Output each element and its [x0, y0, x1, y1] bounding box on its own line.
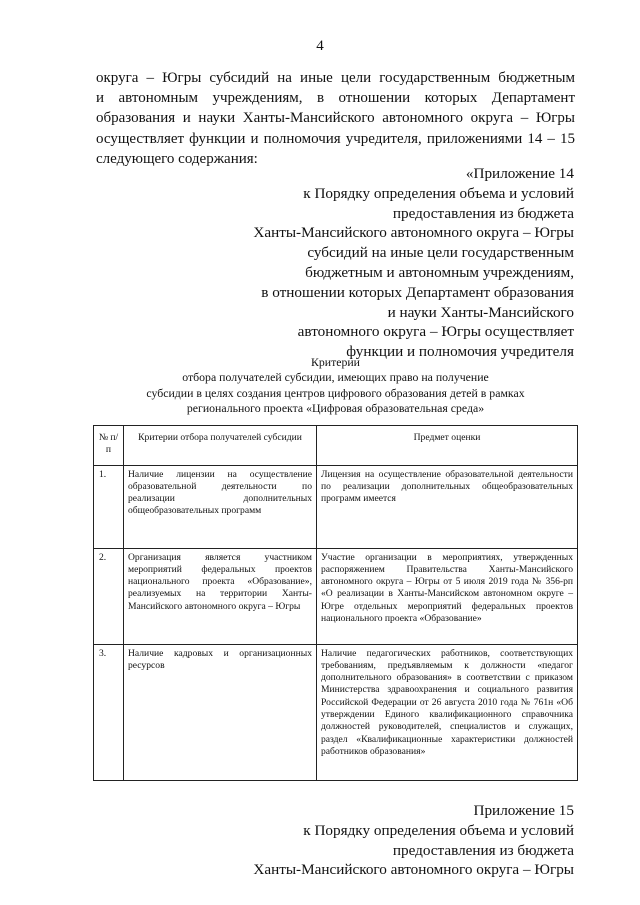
appendix-14-line: в отношении которых Департамент образования	[261, 283, 574, 301]
table-row	[94, 644, 578, 780]
appendix-14-line: субсидий на иные цели государственным	[307, 244, 574, 262]
row-subject: Участие организации в мероприятиях, утвержденных распоряжением Правительства Ханты-Мансийского автономного округа – Югры от 5 июля 2019 года № 356-рп «О реализации в Ханты-Мансийском автономном округе – Югре отдельных мероприятий федеральных проектов национального проекта «Образование»	[317, 548, 578, 644]
row-subject: Наличие педагогических работников, соответствующих требованиям, предъявляемым к должности «педагог дополнительного образования» в соответствии с приказом Министерства здравоохранения и социального развития Российской Федерации от 26 августа 2010 года № 761н «Об утверждении Единого квалификационного справочника должностей руководителей, специалистов и служащих, раздел «Квалификационные характеристики должностей работников образования»	[317, 644, 578, 780]
criteria-heading-line: субсидии в целях создания центров цифрового образования детей в рамках	[146, 385, 525, 400]
intro-line: и автономным учреждениям, в отношении которых Департамент	[96, 90, 575, 107]
header-criterion: Критерии отбора получателей субсидии	[124, 426, 317, 466]
header-number: № п/п	[94, 426, 124, 466]
row-criterion: Наличие лицензии на осуществление образовательной деятельности по реализации дополнительных общеобразовательных программ	[124, 465, 317, 548]
row-subject: Лицензия на осуществление образовательной деятельности по реализации дополнительных общеобразовательных программ имеется	[317, 465, 578, 548]
row-criterion: Наличие кадровых и организационных ресурсов	[124, 644, 317, 780]
appendix-14-line: Ханты-Мансийского автономного округа – Югры	[253, 224, 574, 242]
appendix-14-line: и науки Ханты-Мансийского	[387, 303, 574, 321]
table-row	[94, 548, 578, 644]
row-criterion: Организация является участником мероприятий федеральных проектов национального проекта «Образование», реализуемых на территории Ханты-Мансийского автономного округа – Югры	[124, 548, 317, 644]
intro-line: округа – Югры субсидий на иные цели государственным бюджетным	[96, 70, 575, 86]
appendix-14-line: к Порядку определения объема и условий	[303, 184, 574, 202]
intro-line: образования и науки Ханты-Мансийского автономного округа – Югры	[96, 110, 575, 127]
appendix-14-heading	[104, 164, 574, 362]
appendix-15-heading	[104, 801, 574, 880]
page-number: 4	[316, 38, 324, 54]
row-number: 2.	[94, 548, 124, 644]
appendix-14-line: предоставления из бюджета	[392, 204, 574, 222]
appendix-14-line: автономного округа – Югры осуществляет	[297, 323, 574, 341]
appendix-14-line: функции и полномочия учредителя	[346, 343, 574, 361]
appendix-14-line: «Приложение 14	[465, 165, 574, 182]
intro-line: осуществляет функции и полномочия учредителя, приложениями 14 – 15	[96, 130, 575, 147]
criteria-heading-line: регионального проекта «Цифровая образовательная среда»	[186, 401, 485, 416]
criteria-table	[93, 425, 578, 781]
header-subject: Предмет оценки	[317, 426, 578, 466]
row-number: 1.	[94, 465, 124, 548]
appendix-15-line: Приложение 15	[473, 802, 574, 819]
criteria-heading-line: Критерии	[311, 355, 360, 369]
table-row	[94, 465, 578, 548]
intro-paragraph	[96, 68, 575, 169]
appendix-15-line: к Порядку определения объема и условий	[303, 821, 574, 839]
appendix-15-line: Ханты-Мансийского автономного округа – Югры	[253, 861, 574, 879]
appendix-15-line: предоставления из бюджета	[392, 841, 574, 859]
intro-line: следующего содержания:	[96, 150, 258, 167]
criteria-heading-line: отбора получателей субсидии, имеющих право на получение	[182, 370, 489, 385]
row-number: 3.	[94, 644, 124, 780]
appendix-14-line: бюджетным и автономным учреждениям,	[305, 263, 574, 281]
table-header-row	[94, 426, 578, 466]
criteria-heading	[96, 355, 575, 417]
